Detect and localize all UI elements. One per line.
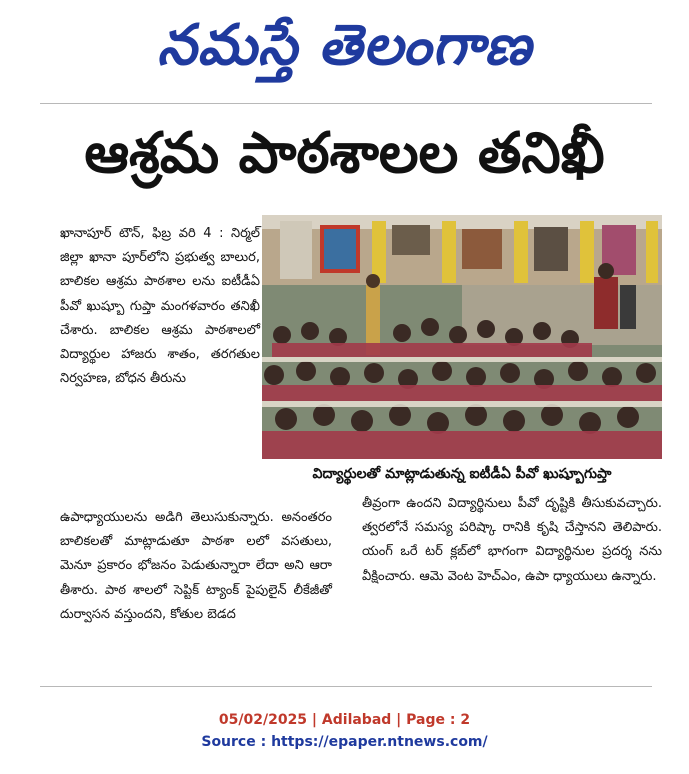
article-body-right: తీవ్రంగా ఉందని విద్యార్థినులు పీవో దృష్టికి తీసుకువచ్చారు. త్వరలోనే సమస్య పరిష్కా రానికి కృషి చేస్తానని తెలిపారు. యంగ్ ఒరే టర్ క్లబ్‌లో భాగంగా విద్యార్థినుల ప్రదర్శ నను వీక్షించారు. ఆమె వెంట హెచ్‌ఎం, ఉపా ధ్యాయులు ఉన్నారు. — [362, 496, 662, 584]
bottom-divider — [40, 686, 652, 687]
article-headline: ఆశ్రమ పాఠశాలల తనిఖీ — [84, 121, 605, 186]
edition-date-line: 05/02/2025 | Adilabad | Page : 2 — [218, 712, 471, 728]
classroom-photo — [262, 215, 662, 459]
photo-caption: విద్యార్థులతో మాట్లాడుతున్న ఐటీడీఏ పీవో ఖుష్బూగుప్తా — [312, 466, 612, 482]
source-line: Source : https://epaper.ntnews.com/ — [201, 734, 488, 750]
masthead — [0, 6, 689, 86]
article-body-bottom-left: ఉపాధ్యాయులను అడిగి తెలుసుకున్నారు. అనంతరం బాలికలతో మాట్లాడుతూ పాఠశా లలో వసతులు, మెనూ ప్రకారం భోజనం పెడుతున్నారా లేదా అని ఆరా తీశారు. పాఠ శాలలో సెప్టిక్ ట్యాంక్ పైపులైన్ లీకేజీతో దుర్వాసన వస్తుందని, కోతుల బెడద — [60, 510, 332, 622]
article-body-left: ఖానాపూర్ టౌన్, ఫిబ్ర వరి 4 : నిర్మల్ జిల్లా ఖానా పూర్‌లోని ప్రభుత్వ బాలుర, బాలికల ఆశ్రమ పాఠశాల లను ఐటీడీఏ పీవో ఖుష్బూ గుప్తా మంగళవారం తనిఖీ చేశారు. బాలికల ఆశ్రమ పాఠశాలలో విద్యార్థుల హాజరు శాతం, తరగతుల నిర్వహణ, బోధన తీరును — [60, 226, 260, 387]
article-photo — [262, 215, 662, 459]
top-divider — [40, 103, 652, 104]
newspaper-logo: నమస్తే తెలంగాణ — [157, 13, 532, 78]
